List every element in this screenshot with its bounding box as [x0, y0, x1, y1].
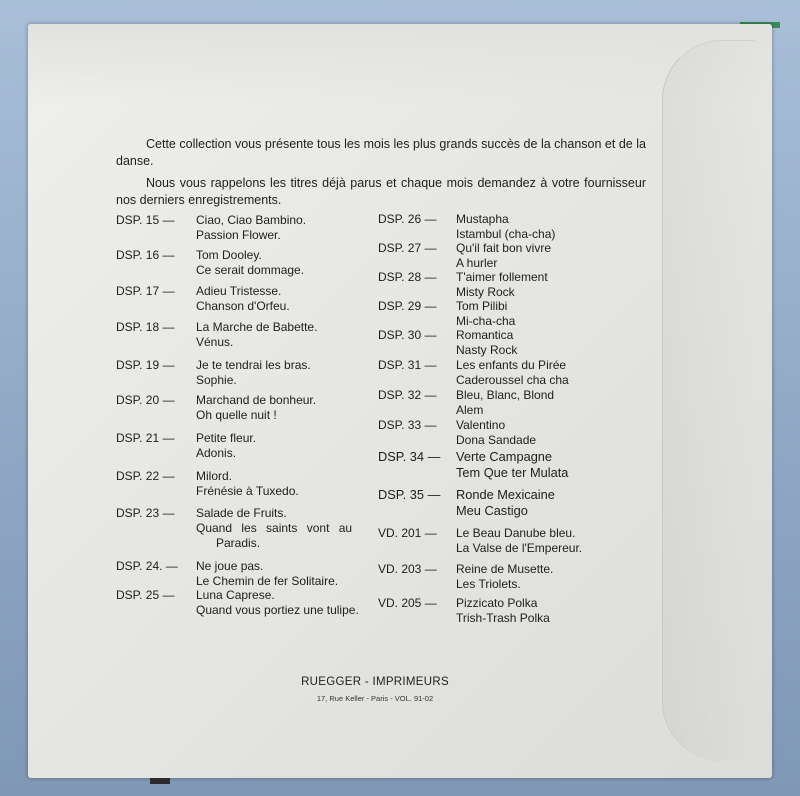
- catalog-title-a: Qu'il fait bon vivre: [456, 241, 551, 255]
- catalog-code: DSP. 24. —: [116, 559, 178, 573]
- catalog-title-a: Reine de Musette.: [456, 562, 554, 576]
- catalog-code: DSP. 23 —: [116, 506, 175, 520]
- catalog-title-a: Salade de Fruits.: [196, 506, 287, 520]
- catalog-title-b: Chanson d'Orfeu.: [196, 299, 290, 313]
- catalog-code: DSP. 16 —: [116, 248, 175, 262]
- catalog-title-b: Alem: [456, 403, 484, 417]
- catalog-title-b: Ce serait dommage.: [196, 263, 305, 277]
- catalog-code: DSP. 21 —: [116, 431, 175, 445]
- catalog-title-a: Luna Caprese.: [196, 588, 275, 602]
- catalog-title-b: Tem Que ter Mulata: [456, 465, 569, 480]
- catalog-code: DSP. 20 —: [116, 393, 175, 407]
- catalog-title-b: Misty Rock: [456, 285, 515, 299]
- catalog-code: DSP. 29 —: [378, 299, 437, 313]
- catalog-title-b: A hurler: [456, 256, 498, 270]
- intro-paragraph-2: Nous vous rappelons les titres déjà parus et chaque mois demandez à votre fournisseur nos derniers enregistrements.: [116, 176, 646, 207]
- catalog-title-b: Sophie.: [196, 373, 237, 387]
- catalog-title-b: Caderoussel cha cha: [456, 373, 569, 387]
- catalog-title-a: Mustapha: [456, 212, 509, 226]
- catalog-title-a: Petite fleur.: [196, 431, 257, 445]
- printer-name: RUEGGER - IMPRIMEURS: [301, 676, 449, 688]
- catalog-code: DSP. 18 —: [116, 320, 175, 334]
- catalog-title-b: Passion Flower.: [196, 228, 281, 242]
- catalog-title-a: Je te tendrai les bras.: [196, 358, 311, 372]
- catalog-title-a: Bleu, Blanc, Blond: [456, 388, 555, 402]
- catalog-title-a: Adieu Tristesse.: [196, 284, 282, 298]
- catalog-code: VD. 203 —: [378, 562, 437, 576]
- sleeve-top-shadow: [28, 24, 772, 104]
- intro-paragraph-1: Cette collection vous présente tous les mois les plus grands succès de la chanson et de la danse.: [116, 137, 646, 168]
- catalog-title-a: Ne joue pas.: [196, 559, 264, 573]
- catalog-title-a: Ronde Mexicaine: [456, 487, 555, 502]
- catalog-title-b: Les Triolets.: [456, 577, 521, 591]
- catalog-title-b: Istambul (cha-cha): [456, 227, 556, 241]
- catalog-code: DSP. 27 —: [378, 241, 437, 255]
- catalog-title-a: Verte Campagne: [456, 449, 553, 464]
- catalog-title-b: Vénus.: [196, 335, 234, 349]
- bottom-edge-mark: [150, 778, 170, 784]
- catalog-title-b: Frénésie à Tuxedo.: [196, 484, 299, 498]
- catalog-code: DSP. 26 —: [378, 212, 437, 226]
- catalog-title-c: Paradis.: [216, 536, 261, 550]
- catalog-title-b: Trish-Trash Polka: [456, 611, 550, 625]
- catalog-title-b: Nasty Rock: [456, 343, 518, 357]
- catalog-code: DSP. 17 —: [116, 284, 175, 298]
- catalog-title-a: La Marche de Babette.: [196, 320, 318, 334]
- catalog-code: DSP. 25 —: [116, 588, 175, 602]
- catalog-title-b: Meu Castigo: [456, 503, 528, 518]
- catalog-title-b: La Valse de l'Empereur.: [456, 541, 583, 555]
- catalog-title-a: Valentino: [456, 418, 506, 432]
- catalog-code: DSP. 19 —: [116, 358, 175, 372]
- catalog-title-b: Quand les saints vont au: [196, 521, 353, 535]
- catalog-title-a: Ciao, Ciao Bambino.: [196, 213, 307, 227]
- catalog-title-a: Le Beau Danube bleu.: [456, 526, 576, 540]
- catalog-code: DSP. 30 —: [378, 328, 437, 342]
- catalog-code: VD. 201 —: [378, 526, 437, 540]
- catalog-title-b: Dona Sandade: [456, 433, 537, 447]
- catalog-code: DSP. 28 —: [378, 270, 437, 284]
- catalog-title-a: Les enfants du Pirée: [456, 358, 567, 372]
- catalog-code: DSP. 35 —: [378, 487, 441, 502]
- catalog-code: DSP. 22 —: [116, 469, 175, 483]
- catalog-title-a: Tom Dooley.: [196, 248, 262, 262]
- catalog-title-b: Mi-cha-cha: [456, 314, 516, 328]
- catalog-code: VD. 205 —: [378, 596, 437, 610]
- catalog-code: DSP. 32 —: [378, 388, 437, 402]
- catalog-title-a: Milord.: [196, 469, 233, 483]
- catalog-title-a: Marchand de bonheur.: [196, 393, 317, 407]
- catalog-title-b: Oh quelle nuit !: [196, 408, 277, 422]
- catalog-code: DSP. 15 —: [116, 213, 175, 227]
- sleeve-flap: [662, 40, 759, 761]
- printer-address: 17, Rue Keller - Paris - VOL. 91-02: [316, 694, 434, 703]
- catalog-title-a: T'aimer follement: [456, 270, 548, 284]
- catalog-title-b: Le Chemin de fer Solitaire.: [196, 574, 339, 588]
- catalog-title-b: Quand vous portiez une tulipe.: [196, 603, 359, 617]
- catalog-code: DSP. 34 —: [378, 449, 441, 464]
- catalog-title-a: Romantica: [456, 328, 514, 342]
- catalog-title-a: Tom Pilibi: [456, 299, 508, 313]
- catalog-code: DSP. 31 —: [378, 358, 437, 372]
- catalog-title-a: Pizzicato Polka: [456, 596, 538, 610]
- catalog-code: DSP. 33 —: [378, 418, 437, 432]
- catalog-title-b: Adonis.: [196, 446, 237, 460]
